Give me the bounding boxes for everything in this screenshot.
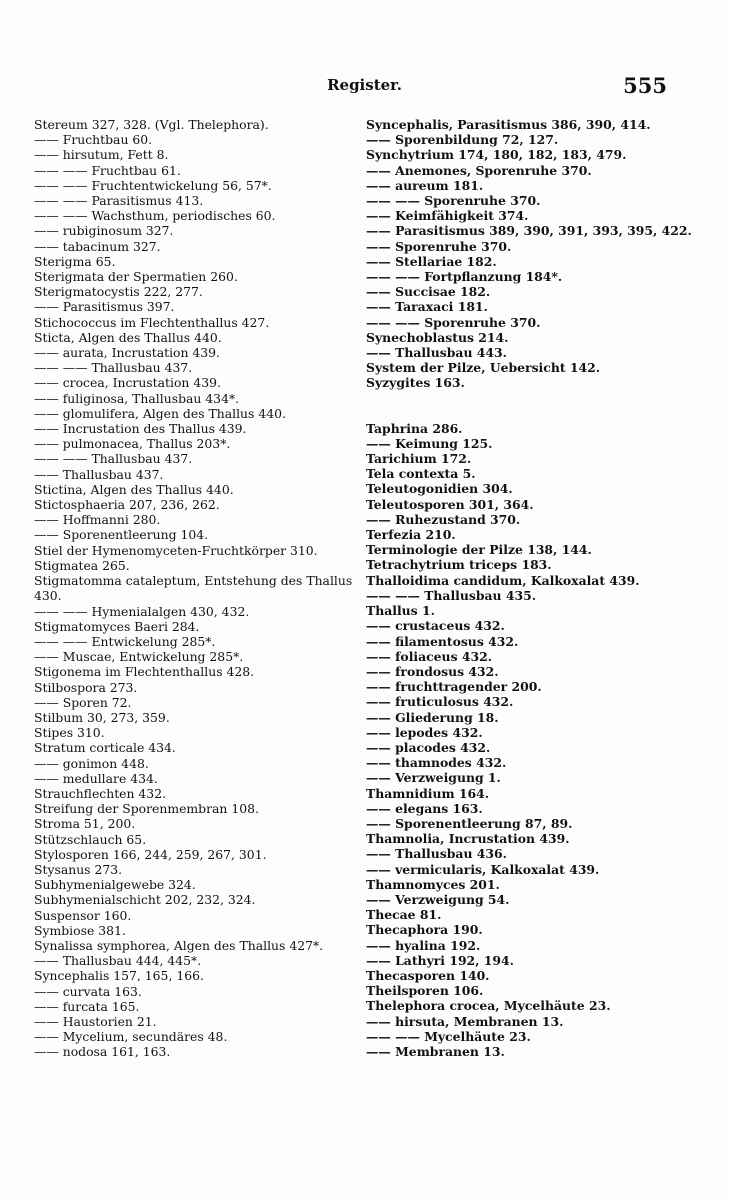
index-entry: Tarichium 172. — [366, 451, 472, 467]
index-entry: Thelephora crocea, Mycelhäute 23. — [366, 998, 611, 1014]
index-entry: System der Pilze, Uebersicht 142. — [366, 360, 601, 376]
index-entry: —— crustaceus 432. — [366, 618, 505, 634]
index-entry: —— Thallusbau 444, 445*. — [34, 953, 202, 969]
index-entry: —— —— Fruchtentwickelung 56, 57*. — [34, 177, 272, 193]
index-entry: Tela contexta 5. — [366, 466, 476, 482]
index-entry: —— hirsutum, Fett 8. — [34, 147, 169, 163]
index-entry: Thecae 81. — [366, 907, 442, 923]
index-entry: —— Stellariae 182. — [366, 253, 497, 269]
index-entry: Thecasporen 140. — [366, 967, 490, 983]
index-entry: —— elegans 163. — [366, 800, 483, 816]
index-entry: Terminologie der Pilze 138, 144. — [366, 542, 592, 558]
index-entry: —— Verzweigung 1. — [366, 770, 501, 786]
index-entry: Subhymenialschicht 202, 232, 324. — [34, 892, 256, 908]
index-entry: —— hyalina 192. — [366, 937, 481, 953]
index-column-left — [34, 117, 364, 1060]
index-entry: —— —— Hymenialalgen 430, 432. — [34, 603, 250, 619]
index-entry: —— Sporenbildung 72, 127. — [366, 132, 559, 148]
index-entry: Suspensor 160. — [34, 907, 132, 923]
index-entry: —— Keimfähigkeit 374. — [366, 208, 529, 224]
index-entry: —— Anemones, Sporenruhe 370. — [366, 162, 592, 178]
index-entry: —— —— Thallusbau 437. — [34, 360, 193, 376]
index-entry: Synalissa symphorea, Algen des Thallus 427*. — [34, 937, 324, 953]
index-entry: Thamnolia, Incrustation 439. — [366, 831, 570, 847]
index-entry: Stylosporen 166, 244, 259, 267, 301. — [34, 846, 267, 862]
index-entry: Sticta, Algen des Thallus 440. — [34, 329, 222, 345]
index-entry: Teleutogonidien 304. — [366, 481, 513, 497]
index-entry: —— Fruchtbau 60. — [34, 132, 153, 148]
index-entry: Thecaphora 190. — [366, 922, 483, 938]
index-entry: Stereum 327, 328. (Vgl. Thelephora). — [34, 117, 269, 132]
index-entry: —— Sporenruhe 370. — [366, 238, 512, 254]
index-entry: —— hirsuta, Membranen 13. — [366, 1013, 564, 1029]
index-entry: Synchytrium 174, 180, 182, 183, 479. — [366, 147, 627, 163]
index-entry: —— Sporenentleerung 87, 89. — [366, 815, 573, 831]
index-entry: Stysanus 273. — [34, 861, 123, 877]
index-entry: Thamnidium 164. — [366, 785, 490, 801]
index-entry: Sterigmatocystis 222, 277. — [34, 284, 203, 300]
index-entry: —— Taraxaci 181. — [366, 299, 488, 315]
index-entry: —— medullare 434. — [34, 770, 158, 786]
index-entry: —— furcata 165. — [34, 998, 140, 1014]
index-entry: —— lepodes 432. — [366, 724, 483, 740]
index-entry: —— nodosa 161, 163. — [34, 1044, 171, 1060]
index-entry: —— Parasitismus 397. — [34, 299, 175, 315]
index-entry: Stroma 51, 200. — [34, 816, 136, 832]
index-column-right — [366, 117, 701, 1059]
index-entry: Stigmatomyces Baeri 284. — [34, 618, 200, 634]
index-entry: Stictina, Algen des Thallus 440. — [34, 481, 234, 497]
index-entry: Stiel der Hymenomyceten-Fruchtkörper 310. — [34, 542, 318, 558]
index-entry: Syncephalis 157, 165, 166. — [34, 968, 204, 984]
index-entry: —— rubiginosum 327. — [34, 223, 174, 239]
index-entry: —— frondosus 432. — [366, 663, 499, 679]
index-entry: Syzygites 163. — [366, 375, 465, 391]
index-entry: Sterigma 65. — [34, 253, 116, 269]
index-entry: Stützschlauch 65. — [34, 831, 147, 847]
index-entry: —— foliaceus 432. — [366, 648, 493, 664]
index-entry: —— Succisae 182. — [366, 284, 491, 300]
index-entry: Strauchflechten 432. — [34, 785, 167, 801]
index-entry: Thalloidima candidum, Kalkoxalat 439. — [366, 572, 640, 588]
index-entry: Stilbum 30, 273, 359. — [34, 709, 170, 725]
index-entry: —— —— Entwickelung 285*. — [34, 633, 216, 649]
index-entry: —— thamnodes 432. — [366, 755, 507, 771]
index-entry: Stratum corticale 434. — [34, 740, 176, 756]
index-entry: —— Verzweigung 54. — [366, 891, 510, 907]
index-entry: Stichococcus im Flechtenthallus 427. — [34, 314, 270, 330]
index-entry: —— —— Fruchtbau 61. — [34, 162, 181, 178]
index-entry: Taphrina 286. — [366, 420, 463, 436]
index-entry: —— —— Sporenruhe 370. — [366, 314, 541, 330]
index-entry: —— vermicularis, Kalkoxalat 439. — [366, 861, 600, 877]
index-entry: Stigmatea 265. — [34, 557, 130, 573]
index-entry: —— Muscae, Entwickelung 285*. — [34, 649, 244, 665]
index-entry: —— glomulifera, Algen des Thallus 440. — [34, 405, 286, 421]
index-entry: Stictosphaeria 207, 236, 262. — [34, 497, 220, 513]
index-entry: Theilsporen 106. — [366, 983, 484, 999]
index-entry: —— filamentosus 432. — [366, 633, 519, 649]
index-entry: —— Mycelium, secundäres 48. — [34, 1029, 228, 1045]
index-entry: —— fruchttragender 200. — [366, 679, 542, 695]
index-entry: —— Keimung 125. — [366, 435, 493, 451]
index-entry: Terfezia 210. — [366, 527, 456, 543]
index-entry: Streifung der Sporenmembran 108. — [34, 801, 259, 817]
index-entry: —— tabacinum 327. — [34, 238, 161, 254]
index-entry: —— —— Fortpflanzung 184*. — [366, 269, 563, 285]
index-entry: —— Incrustation des Thallus 439. — [34, 421, 247, 437]
index-entry: —— Ruhezustand 370. — [366, 511, 521, 527]
index-entry: —— aurata, Incrustation 439. — [34, 345, 220, 361]
index-entry: Syncephalis, Parasitismus 386, 390, 414. — [366, 117, 651, 132]
index-entry: —— pulmonacea, Thallus 203*. — [34, 436, 231, 452]
index-entry: —— —— Sporenruhe 370. — [366, 193, 541, 209]
index-entry: —— Thallusbau 437. — [34, 466, 164, 482]
index-entry: —— curvata 163. — [34, 983, 142, 999]
page-number: 555 — [623, 73, 667, 98]
index-entry: —— —— Parasitismus 413. — [34, 193, 204, 209]
index-entry: —— fuliginosa, Thallusbau 434*. — [34, 390, 240, 406]
index-entry: Tetrachytrium triceps 183. — [366, 557, 552, 573]
index-entry: —— Membranen 13. — [366, 1043, 505, 1059]
index-entry: Sterigmata der Spermatien 260. — [34, 269, 238, 285]
index-entry: —— fruticulosus 432. — [366, 694, 514, 710]
index-entry: —— Thallusbau 443. — [366, 345, 507, 361]
index-entry: —— Parasitismus 389, 390, 391, 393, 395, 422. — [366, 223, 692, 239]
index-entry: —— Sporenentleerung 104. — [34, 527, 209, 543]
index-entry: Stigonema im Flechtenthallus 428. — [34, 664, 255, 680]
index-entry: —— Lathyri 192, 194. — [366, 952, 514, 968]
index-entry: Synechoblastus 214. — [366, 329, 509, 345]
index-entry: Stigmatomma cataleptum, Entstehung des Thallus 430. — [34, 573, 353, 604]
index-entry: Teleutosporen 301, 364. — [366, 496, 534, 512]
index-entry: —— crocea, Incrustation 439. — [34, 375, 221, 391]
index-entry: —— placodes 432. — [366, 739, 491, 755]
index-entry: —— —— Thallusbau 435. — [366, 587, 537, 603]
index-entry: —— aureum 181. — [366, 177, 484, 193]
index-entry: —— —— Wachsthum, periodisches 60. — [34, 208, 276, 224]
index-entry: Subhymenialgewebe 324. — [34, 877, 196, 893]
index-entry: —— Hoffmanni 280. — [34, 512, 161, 528]
index-entry: —— —— Mycelhäute 23. — [366, 1028, 531, 1044]
index-entry: —— Thallusbau 436. — [366, 846, 507, 862]
index-entry: Stipes 310. — [34, 725, 105, 741]
index-entry: —— Haustorien 21. — [34, 1013, 157, 1029]
index-entry: —— Sporen 72. — [34, 694, 132, 710]
index-entry: —— Gliederung 18. — [366, 709, 499, 725]
index-entry: Thamnomyces 201. — [366, 876, 500, 892]
section-divider — [366, 391, 701, 421]
index-entry: —— gonimon 448. — [34, 755, 149, 771]
running-header: Register. — [327, 76, 402, 94]
index-entry: Thallus 1. — [366, 603, 435, 619]
index-entry: Stilbospora 273. — [34, 679, 138, 695]
index-entry: —— —— Thallusbau 437. — [34, 451, 193, 467]
index-entry: Symbiose 381. — [34, 922, 126, 938]
